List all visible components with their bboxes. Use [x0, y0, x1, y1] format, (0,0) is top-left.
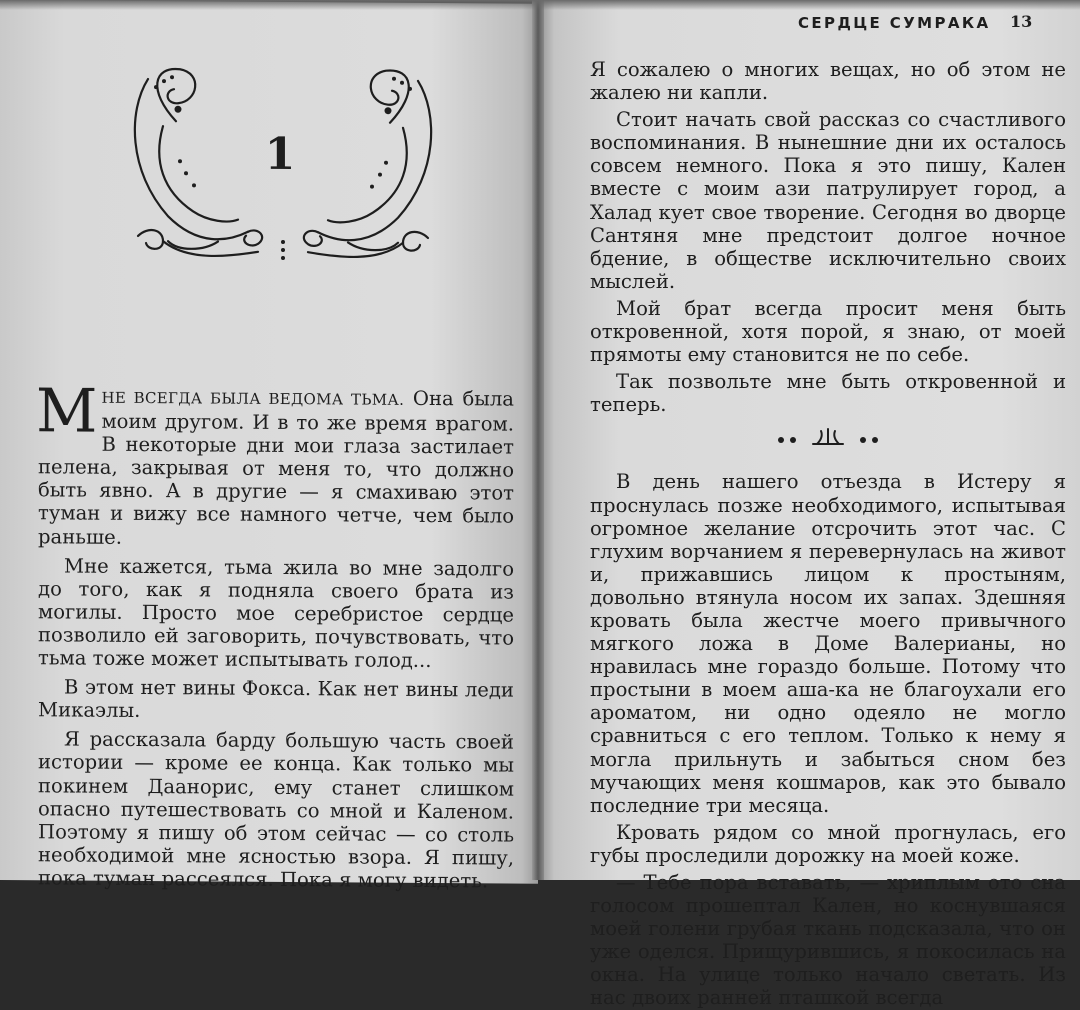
book-gutter: [532, 0, 544, 880]
opening-paragraph: [36, 376, 514, 551]
top-shadow: [0, 0, 1080, 10]
paragraph: Я сожалею о многих вещах, но об этом не жалею ни капли.: [590, 58, 1066, 105]
section-break-icon: [773, 426, 883, 448]
page-number: 13: [1010, 12, 1033, 31]
section-break-ornament: [590, 426, 1066, 456]
paragraph: Мой брат всегда просит меня быть откровенной, хотя порой, я знаю, от моей прямоты ему становится не по себе.: [590, 296, 1066, 367]
left-page: [0, 0, 538, 893]
opening-smallcaps: НЕ ВСЕГДА БЫЛА ВЕДОМА ТЬМА.: [101, 388, 405, 409]
paragraph: В день нашего отъезда в Истеру я проснулась позже необходимого, испытывая огромное желание отсрочить этот час. С глухим ворчанием я перевернулась на живот и, прижавшись лицом к простыням, довольно втянула носом их запах. Здешняя кровать была жестче моего привычного мягкого ложа в Доме Валерианы, но нравилась мне гораздо больше. Потому что простыни в моем аша-ка не благоухали его ароматом, ни одно одеяло не могло сравниться с его теплом. Только к нему я могла прильнуть и забыться сном без мучающих меня кошмаров, как это бывало последние три месяца.: [590, 470, 1066, 817]
paragraph: — Тебе пора вставать, — хриплым ото сна голосом прошептал Кален, но коснувшаяся моей голени грубая ткань подсказала, что он уже оделся. Прищурившись, я покосилась на окна. На улице только начало светать. Из нас двоих ранней пташкой всегда: [590, 871, 1066, 1010]
paragraph: В этом нет вины Фокса. Как нет вины леди Микаэлы.: [38, 675, 514, 723]
right-page-body: [590, 58, 1066, 1010]
chapter-number: 1: [264, 128, 296, 181]
paragraph: Мне кажется, тьма жила во мне задолго до того, как я подняла своего брата из могилы. Просто мое серебристое сердце позволило ей заговорить, почувствовать, что тьма тоже может испытывать голод...: [38, 554, 514, 673]
running-head: СЕРДЦЕ СУМРАКА: [798, 14, 991, 32]
left-page-body: [36, 376, 514, 893]
paragraph: Так позвольте мне быть откровенной и теперь.: [590, 370, 1066, 417]
paragraph: Кровать рядом со мной прогнулась, его губы проследили дорожку на моей коже.: [590, 820, 1066, 867]
paragraph: Я рассказала барду большую часть своей истории — кроме ее конца. Как только мы покинем Даанорис, ему станет слишком опасно путешествовать со мной и Каленом. Поэтому я пишу об этом сейчас — со столь необходимой мне ясностью взора. Я пишу, пока туман рассеялся. Пока я могу видеть.: [38, 727, 514, 893]
drop-cap: М: [36, 376, 98, 447]
paragraph: Стоит начать свой рассказ со счастливого воспоминания. В нынешние дни их осталось совсем немного. Пока я это пишу, Кален вместе с моим ази патрулирует город, а Халад кует свое творение. Сегодня во дворце Сантяня мне предстоит долгое ночное бдение, в обществе исключительно своих мыслей.: [590, 108, 1066, 293]
opening-text: Она была моим другом. И в то же время врагом. В некоторые дни мои глаза застилает пелена, закрывая от меня то, что должно быть явно. А в другие — я смахиваю этот туман и вижу все намного четче, чем было раньше.: [38, 386, 514, 549]
